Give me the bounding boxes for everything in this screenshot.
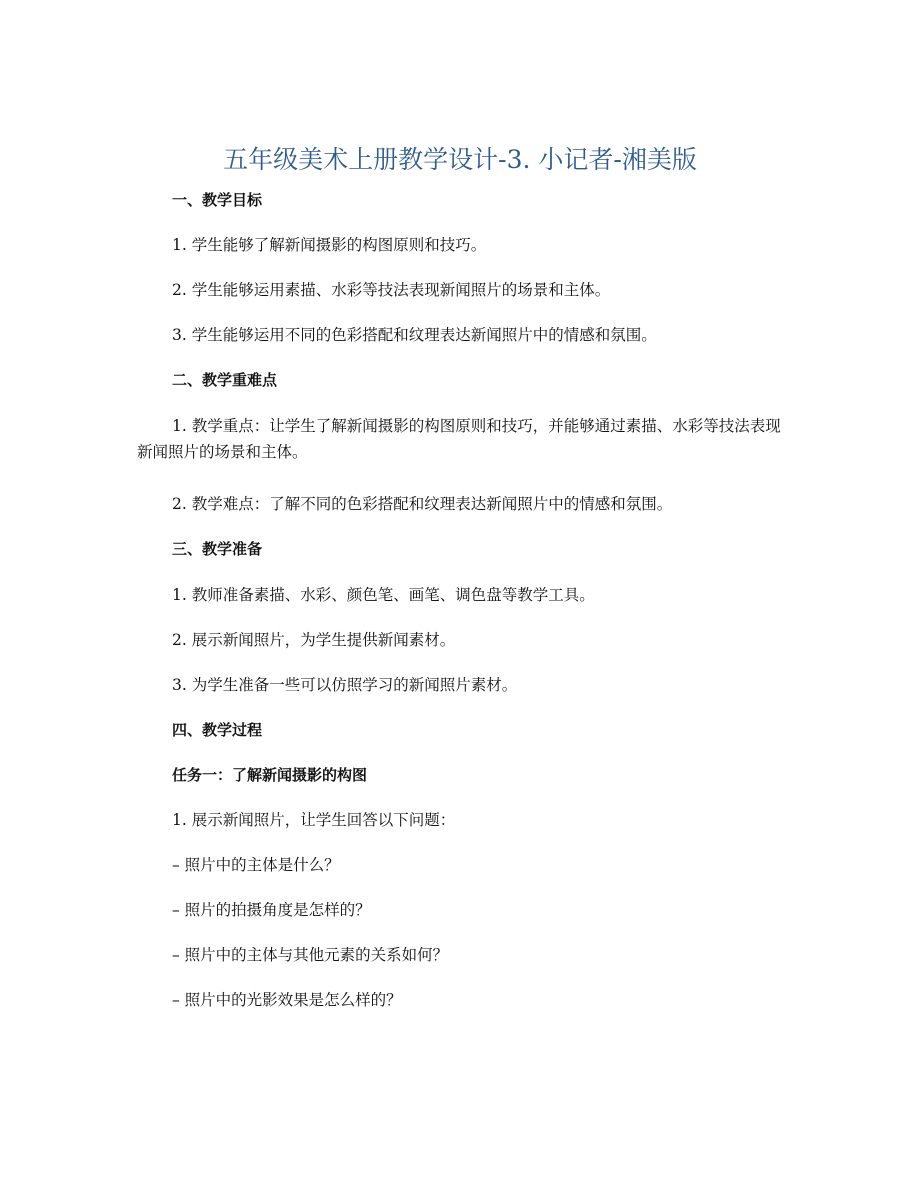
list-item: 3. 学生能够运用不同的色彩搭配和纹理表达新闻照片中的情感和氛围。 [172,326,657,344]
list-item: 2. 教学难点：了解不同的色彩搭配和纹理表达新闻照片中的情感和氛围。 [172,495,673,513]
question-item: – 照片中的主体与其他元素的关系如何？ [172,946,449,964]
list-item: 1. 教师准备素描、水彩、颜色笔、画笔、调色盘等教学工具。 [172,586,595,604]
list-item: 3. 为学生准备一些可以仿照学习的新闻照片素材。 [172,676,518,694]
task-heading: 任务一：了解新闻摄影的构图 [172,766,368,784]
section-heading-objectives: 一、教学目标 [172,191,263,209]
list-item: 1. 展示新闻照片，让学生回答以下问题： [172,811,456,829]
question-item: – 照片的拍摄角度是怎样的？ [172,901,371,919]
document-title: 五年级美术上册教学设计-3. 小记者-湘美版 [223,145,697,174]
paragraph: 1. 教学重点：让学生了解新闻摄影的构图原则和技巧，并能够通过素描、水彩等技法表现新闻照片的场景和主体。 [137,417,781,461]
list-item: 1. 学生能够了解新闻摄影的构图原则和技巧。 [172,236,487,254]
list-item: 2. 学生能够运用素描、水彩等技法表现新闻照片的场景和主体。 [172,281,611,299]
section-heading-preparation: 三、教学准备 [172,540,263,558]
question-item: – 照片中的光影效果是怎么样的？ [172,991,402,1009]
section-heading-process: 四、教学过程 [172,721,263,739]
question-item: – 照片中的主体是什么？ [172,856,340,874]
section-heading-key-points: 二、教学重难点 [172,371,278,389]
list-item: 2. 展示新闻照片，为学生提供新闻素材。 [172,631,456,649]
